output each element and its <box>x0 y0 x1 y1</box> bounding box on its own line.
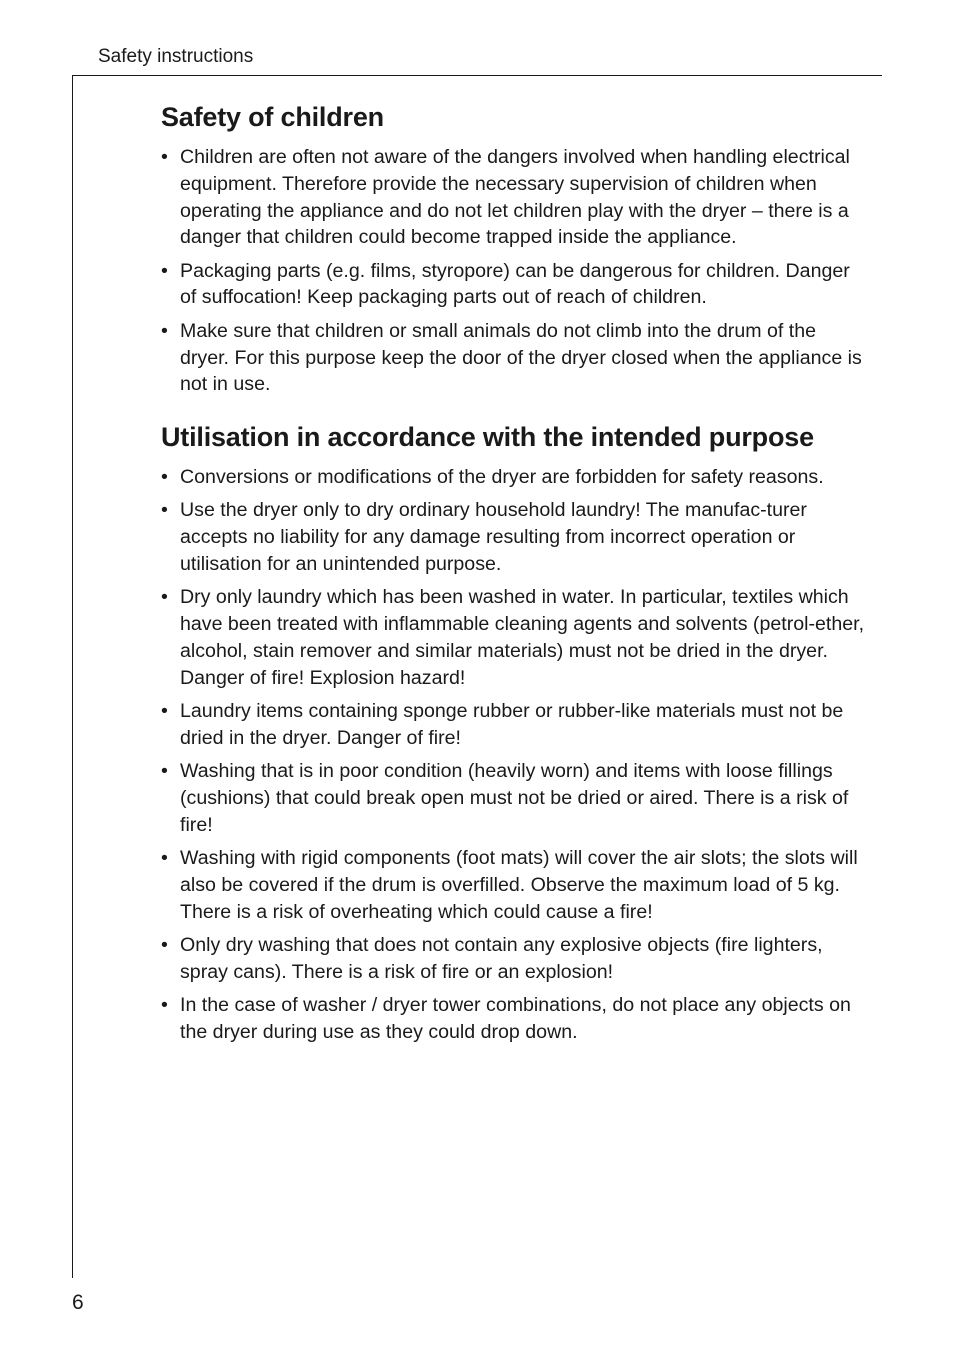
page-number: 6 <box>72 1291 84 1314</box>
list-item: • Dry only laundry which has been washed in water. In particular, textiles which have been treated with inflammable cleaning agents and solvents (petrol-ether, alcohol, stain remover and similar materials) must not be dried in the dryer. Danger of fire! Explosion hazard! <box>161 586 865 689</box>
bullet-icon: • <box>161 700 168 723</box>
list-item: • Laundry items containing sponge rubber or rubber-like materials must not be dried in the dryer. Danger of fire! <box>161 700 844 749</box>
header-rule <box>72 75 882 76</box>
section-heading-safety-of-children: Safety of children <box>161 102 384 132</box>
bullet-icon: • <box>161 994 168 1017</box>
margin-rule <box>72 75 73 1278</box>
running-header: Safety instructions <box>98 46 254 67</box>
intended-purpose-list <box>161 464 866 1045</box>
list-item: • In the case of washer / dryer tower combinations, do not place any objects on the dryer during use as they could drop down. <box>161 994 851 1043</box>
list-item: • Washing with rigid components (foot mats) will cover the air slots; the slots will also be covered if the drum is overfilled. Observe the maximum load of 5 kg. There is a risk of overheating which could cause a fire! <box>161 847 858 923</box>
page-content <box>161 98 866 1052</box>
bullet-icon: • <box>161 259 168 282</box>
children-safety-list <box>161 144 866 398</box>
bullet-icon: • <box>161 319 168 342</box>
bullet-icon: • <box>161 933 168 956</box>
bullet-icon: • <box>161 586 168 609</box>
section-heading-intended-purpose: Utilisation in accordance with the intended purpose <box>161 422 814 453</box>
bullet-icon: • <box>161 760 168 783</box>
list-item: • Children are often not aware of the dangers involved when handling electrical equipment. Therefore provide the necessary supervision of children when operating the appliance and do not let children play with the dryer – there is a danger that children could become trapped inside the appliance. <box>161 146 850 249</box>
list-item: • Packaging parts (e.g. films, styropore) can be dangerous for children. Danger of suffocation! Keep packaging parts out of reach of children. <box>161 259 850 309</box>
list-item: • Washing that is in poor condition (heavily worn) and items with loose fillings (cushions) that could break open must not be dried or aired. There is a risk of fire! <box>161 760 849 836</box>
list-item: • Make sure that children or small animals do not climb into the drum of the dryer. For this purpose keep the door of the dryer closed when the appliance is not in use. <box>161 319 862 396</box>
bullet-icon: • <box>161 146 168 168</box>
bullet-icon: • <box>161 499 168 522</box>
list-item: • Conversions or modifications of the dryer are forbidden for safety reasons. <box>161 464 866 491</box>
bullet-icon: • <box>161 847 168 870</box>
list-item: • Use the dryer only to dry ordinary household laundry! The manufac-turer accepts no liability for any damage resulting from incorrect operation or utilisation for an unintended purpose. <box>161 499 807 576</box>
bullet-icon: • <box>161 466 168 489</box>
list-item: • Only dry washing that does not contain any explosive objects (fire lighters, spray cans). There is a risk of fire or an explosion! <box>161 933 823 983</box>
